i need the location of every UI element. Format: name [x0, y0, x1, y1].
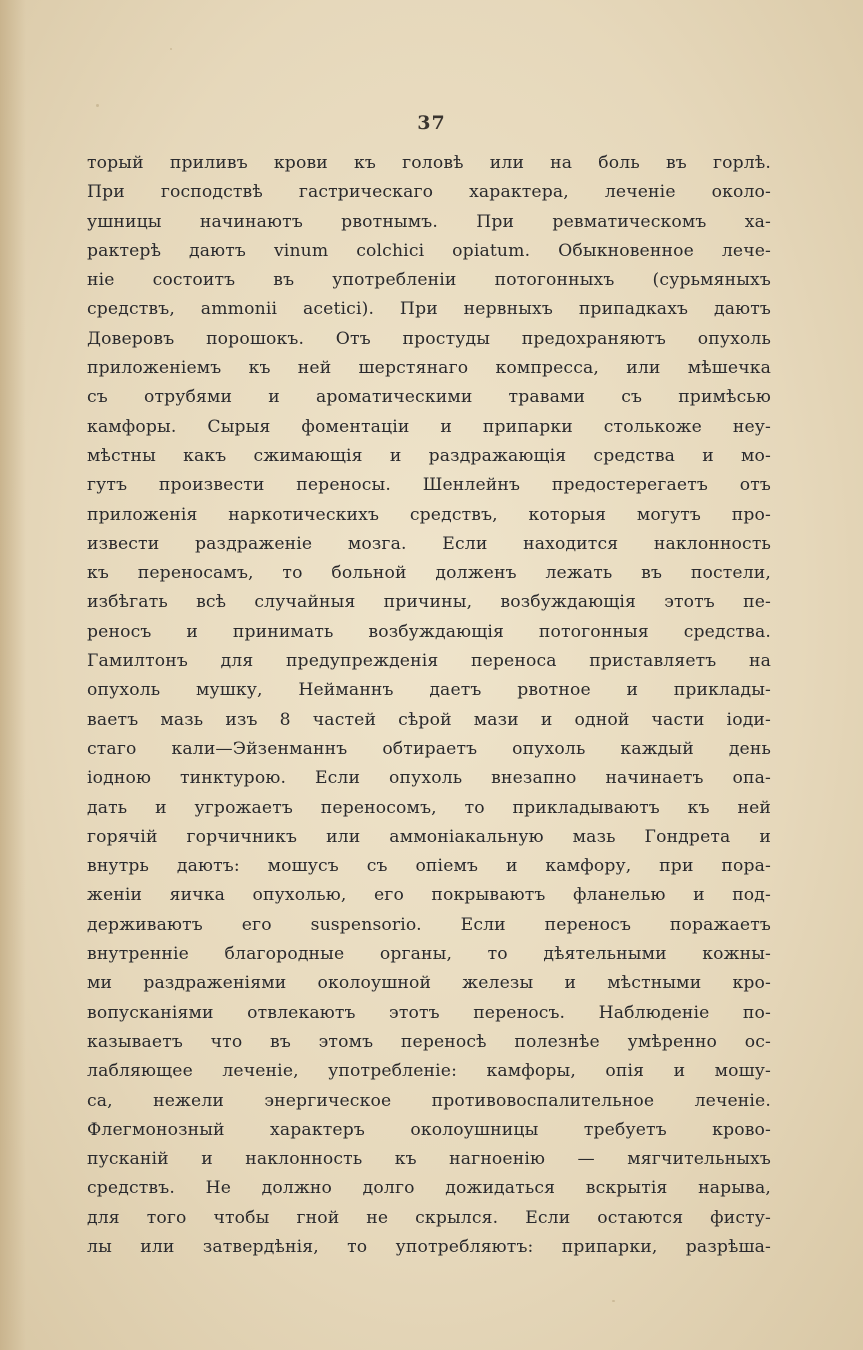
text-line: держиваютъ его suspensorio. Если переносъ поражаетъ: [87, 914, 771, 935]
paper-speck: [170, 48, 172, 50]
text-line: дать и угрожаетъ переносомъ, то прикладываютъ къ ней: [87, 797, 771, 818]
text-line: са, нежели энергическое противовоспалительное леченіе.: [87, 1090, 771, 1111]
text-line: ваетъ мазь изъ 8 частей сѣрой мази и одной части іоди-: [87, 709, 771, 730]
paper-speck: [612, 1300, 615, 1302]
text-line: вопусканіями отвлекаютъ этотъ переносъ. Наблюденіе по-: [87, 1002, 771, 1023]
text-line: лы или затвердѣнія, то употребляютъ: припарки, разрѣша-: [87, 1236, 771, 1257]
text-line: ніе состоитъ въ употребленіи потогонныхъ (сурьмяныхъ: [87, 270, 771, 291]
text-line: извести раздраженіе мозга. Если находится наклонность: [87, 533, 771, 554]
text-line: съ отрубями и ароматическими травами съ примѣсью: [87, 387, 771, 408]
text-line: камфоры. Сырыя фоментаціи и припарки столькоже неу-: [87, 416, 771, 437]
text-line: внутренніе благородные органы, то дѣятельными кожны-: [87, 944, 771, 965]
text-line: горячій горчичникъ или аммоніакальную мазь Гондрета и: [87, 826, 771, 847]
text-line: къ переносамъ, то больной долженъ лежать въ постели,: [87, 563, 771, 584]
text-line: гутъ произвести переносы. Шенлейнъ предостерегаетъ отъ: [87, 475, 771, 496]
text-line: лабляющее леченіе, употребленіе: камфоры, опія и мошу-: [87, 1061, 771, 1082]
text-line: приложенія наркотическихъ средствъ, которыя могутъ про-: [87, 504, 771, 525]
text-line: іодною тинктурою. Если опухоль внезапно начинаетъ опа-: [87, 768, 771, 789]
paper-speck: [96, 104, 99, 107]
text-line: реносъ и принимать возбуждающія потогонныя средства.: [87, 621, 771, 642]
text-line: Гамилтонъ для предупрежденія переноса приставляетъ на: [87, 651, 771, 672]
text-line: приложеніемъ къ ней шерстянаго компресса, или мѣшечка: [87, 358, 771, 379]
text-line: ушницы начинаютъ рвотнымъ. При ревматическомъ ха-: [87, 211, 771, 232]
text-line: средствъ. Не должно долго дожидаться вскрытія нарыва,: [87, 1178, 771, 1199]
text-line: Доверовъ порошокъ. Отъ простуды предохраняютъ опухоль: [87, 328, 771, 349]
text-line: рактерѣ даютъ vinum colchici opiatum. Обыкновенное лече-: [87, 240, 771, 261]
text-line: пусканій и наклонность къ нагноенію — мягчительныхъ: [87, 1149, 771, 1170]
text-line: внутрь даютъ: мошусъ съ опіемъ и камфору, при пора-: [87, 856, 771, 877]
text-line: опухоль мушку, Нейманнъ даетъ рвотное и приклады-: [87, 680, 771, 701]
body-text: [87, 149, 771, 1262]
text-line: торый приливъ крови къ головѣ или на боль въ горлѣ.: [87, 153, 771, 173]
text-line: женіи яичка опухолью, его покрываютъ фланелью и под-: [87, 885, 771, 906]
text-line: избѣгать всѣ случайныя причины, возбуждающія этотъ пе-: [87, 592, 771, 613]
text-line: для того чтобы гной не скрылся. Если остаются фисту-: [87, 1207, 771, 1228]
text-line: ми раздраженіями околоушной железы и мѣстными кро-: [87, 973, 771, 994]
text-line: При господствѣ гастрическаго характера, леченіе околo-: [87, 182, 771, 203]
text-line: казываетъ что въ этомъ переносѣ полезнѣе умѣренно ос-: [87, 1031, 771, 1052]
text-line: средствъ, ammonii acetici). При нервныхъ припадкахъ даютъ: [87, 299, 771, 320]
text-line: стаго кали—Эйзенманнъ обтираетъ опухоль каждый день: [87, 738, 771, 759]
text-line: Флегмонозный характеръ околоушницы требуетъ крово-: [87, 1119, 771, 1140]
text-line: мѣстны какъ сжимающія и раздражающія средства и мо-: [87, 445, 771, 466]
page-number: 37: [417, 112, 446, 134]
